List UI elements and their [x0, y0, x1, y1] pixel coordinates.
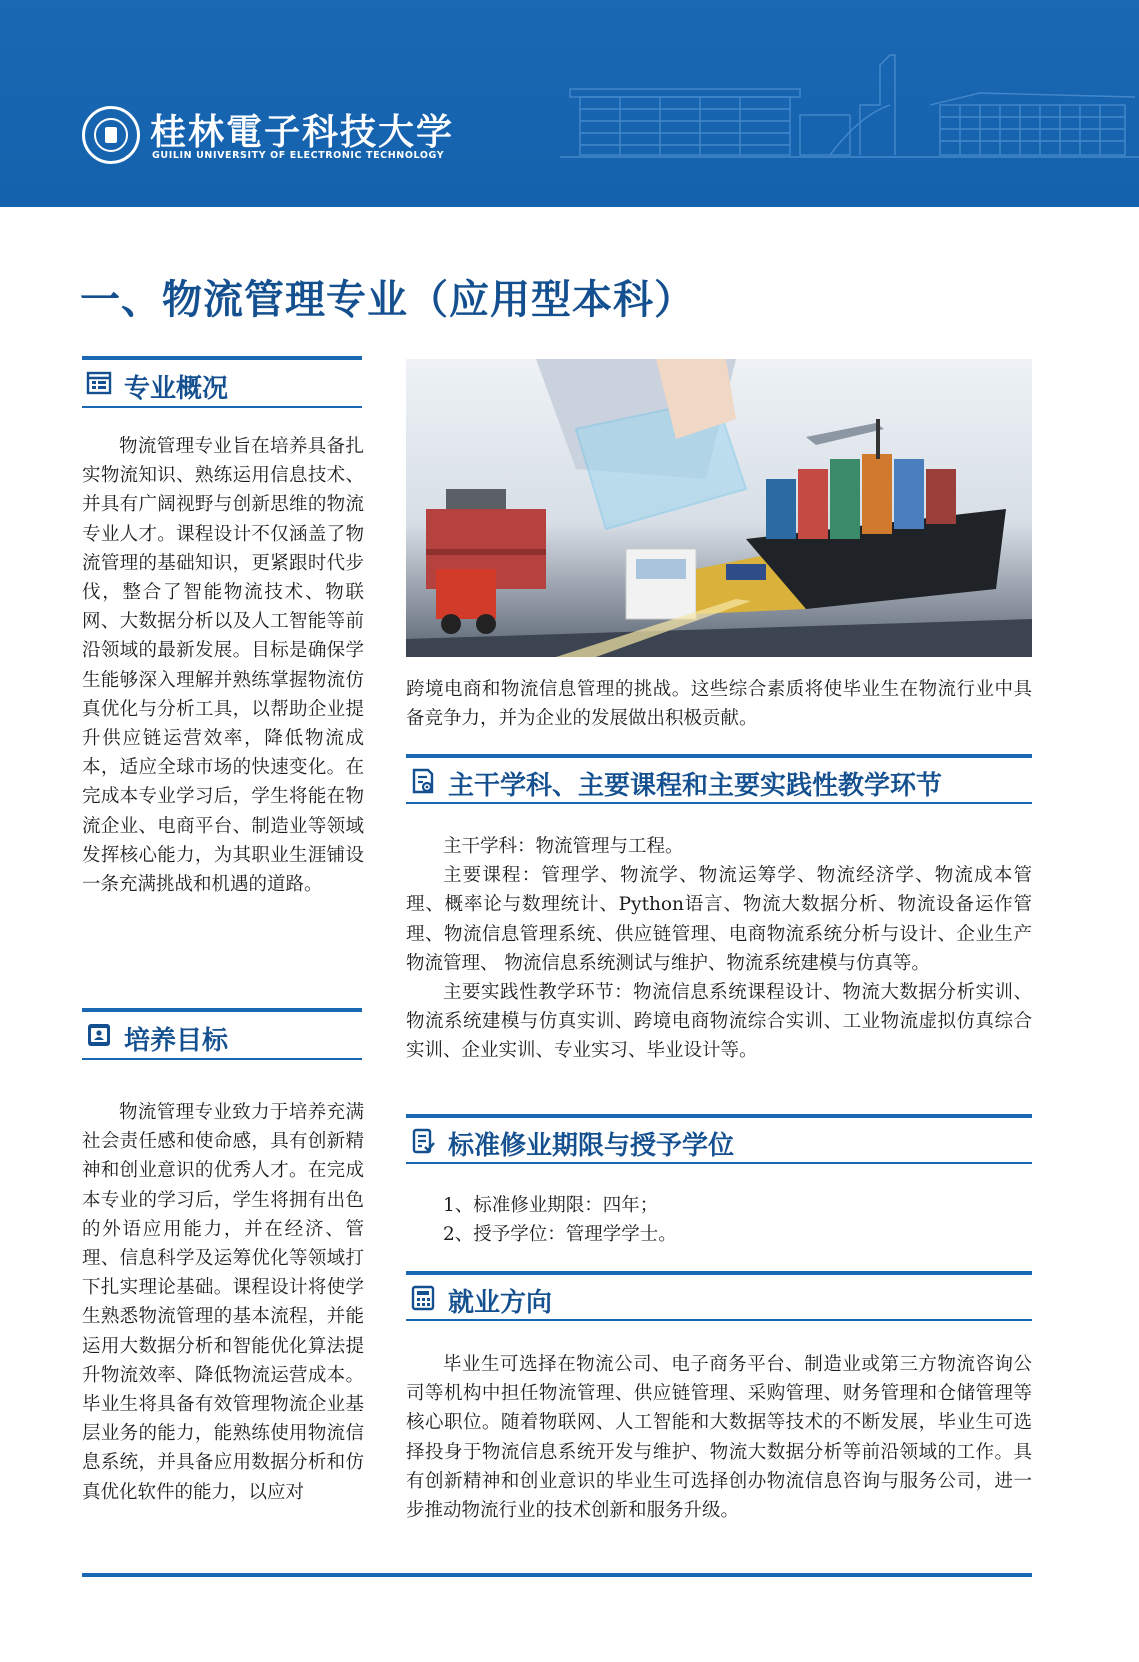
- footer-rule: [82, 1573, 1032, 1577]
- university-name-cn: 桂林電子科技大学: [150, 111, 455, 153]
- overview-paragraph: 物流管理专业旨在培养具备扎实物流知识、熟练运用信息技术、并具有广阔视野与创新思维的物流专业人才。课程设计不仅涵盖了物流管理的基础知识，更紧跟时代步伐，整合了智能物流技术、物联网、大数据分析以及人工智能等前沿领域的最新发展。目标是确保学生能够深入理解并熟练掌握物流仿真优化与分析工具，以帮助企业提升供应链运营效率，降低物流成本，适应全球市场的快速变化。在完成本专业学习后，学生将能在物流企业、电商平台、制造业等领域发挥核心能力，为其职业生涯铺设一条充满挑战和机遇的道路。: [82, 436, 364, 896]
- duration-list: [406, 1191, 1032, 1249]
- section-heading: 主干学科、主要课程和主要实践性教学环节: [448, 771, 943, 801]
- page-title: 一、物流管理专业（应用型本科）: [80, 277, 695, 323]
- university-seal-logo: [82, 106, 140, 164]
- section-header-career: [406, 1271, 1032, 1323]
- calculator-icon: [410, 1285, 436, 1311]
- courses-line: 主要课程：管理学、物流学、物流运筹学、物流经济学、物流成本管理、概率论与数理统计、Python语言、物流大数据分析、物流设备运作管理、物流信息管理系统、供应链管理、电商物流系统分析与设计、企业生产物流管理、 物流信息系统测试与维护、物流系统建模与仿真等。: [406, 865, 1032, 974]
- section-heading: 标准修业期限与授予学位: [448, 1131, 735, 1161]
- section-header-courses: [406, 754, 1032, 806]
- logistics-banner-image: [406, 359, 1032, 657]
- courses-paragraph: [406, 832, 1032, 1066]
- practice-line: 主要实践性教学环节：物流信息系统课程设计、物流大数据分析实训、物流系统建模与仿真实训、跨境电商物流综合实训、工业物流虚拟仿真综合实训、企业实训、专业实习、毕业设计等。: [406, 982, 1032, 1062]
- campus-skyline-graphic: [560, 45, 1139, 175]
- goals-paragraph: 物流管理专业致力于培养充满社会责任感和使命感，具有创新精神和创业意识的优秀人才。在完成本专业的学习后，学生将拥有出色的外语应用能力，并在经济、管理、信息科学及运筹优化等领域打下扎实理论基础。课程设计将使学生熟悉物流管理的基本流程，并能运用大数据分析和智能优化算法提升物流效率、降低物流运营成本。毕业生将具备有效管理物流企业基层业务的能力，能熟练使用物流信息系统，并具备应用数据分析和仿真优化软件的能力，以应对: [82, 1102, 364, 1503]
- duration-item: 1、标准修业期限：四年；: [443, 1195, 659, 1216]
- document-checklist-icon: [410, 1128, 436, 1154]
- section-header-goals: [82, 1008, 362, 1062]
- degree-item: 2、授予学位：管理学学士。: [443, 1224, 677, 1246]
- id-card-icon: [86, 1022, 112, 1048]
- section-heading: 就业方向: [448, 1288, 553, 1318]
- section-header-duration: [406, 1114, 1032, 1166]
- section-heading: 培养目标: [124, 1026, 229, 1056]
- list-window-icon: [86, 370, 112, 396]
- career-paragraph: 毕业生可选择在物流公司、电子商务平台、制造业或第三方物流咨询公司等机构中担任物流管理、供应链管理、采购管理、财务管理和仓储管理等核心职位。随着物联网、人工智能和大数据等技术的不断发展，毕业生可选择投身于物流信息系统开发与维护、物流大数据分析等前沿领域的工作。具有创新精神和创业意识的毕业生可选择创办物流信息咨询与服务公司，进一步推动物流行业的技术创新和服务升级。: [406, 1354, 1032, 1522]
- goals-continued-paragraph: 跨境电商和物流信息管理的挑战。这些综合素质将使毕业生在物流行业中具备竞争力，并为企业的发展做出积极贡献。: [406, 679, 1032, 730]
- document-gear-icon: [410, 768, 436, 794]
- university-name-en: GUILIN UNIVERSITY OF ELECTRONIC TECHNOLOGY: [152, 150, 445, 161]
- header-banner: [0, 0, 1139, 207]
- section-header-overview: [82, 356, 362, 410]
- discipline-line: 主干学科：物流管理与工程。: [443, 836, 684, 857]
- section-heading: 专业概况: [124, 374, 229, 404]
